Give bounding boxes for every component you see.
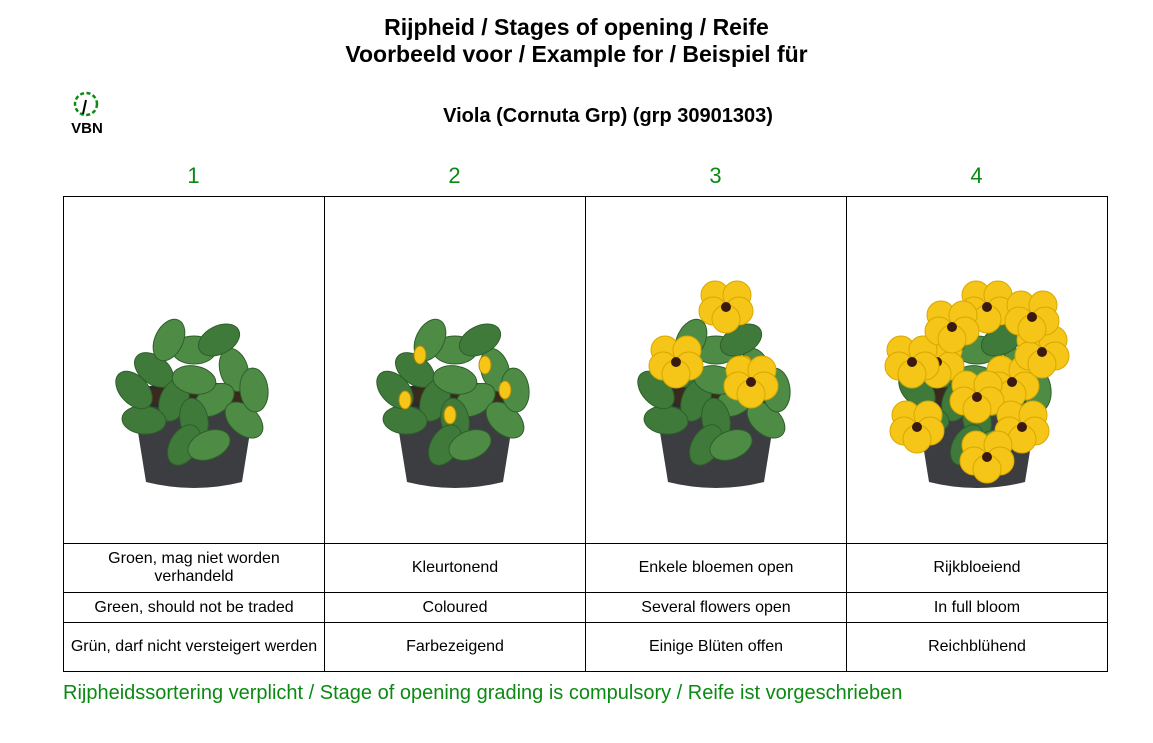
stage-image-cell <box>586 197 847 544</box>
flower-bud <box>444 406 456 424</box>
stage-1-dutch: Groen, mag niet worden verhandeld <box>64 544 325 593</box>
stage-2-plant-image <box>335 220 575 520</box>
stage-4-german: Reichblühend <box>847 623 1108 672</box>
stage-4-english: In full bloom <box>847 593 1108 623</box>
stage-3-dutch: Enkele bloemen open <box>586 544 847 593</box>
stage-1-english: Green, should not be traded <box>64 593 325 623</box>
stage-3-plant-image <box>596 220 836 520</box>
stage-number-1: 1 <box>187 163 200 188</box>
stage-4-plant-image <box>857 220 1097 520</box>
stage-number-4: 4 <box>970 163 983 188</box>
stages-table <box>63 196 1108 672</box>
vbn-logo-text: VBN <box>71 120 103 137</box>
page-title-line-2: Voorbeeld voor / Example for / Beispiel für <box>345 41 808 67</box>
stage-1-german: Grün, darf nicht versteigert werden <box>64 623 325 672</box>
stage-number-3: 3 <box>709 163 722 188</box>
stage-image-cell <box>325 197 586 544</box>
stage-2-english: Coloured <box>325 593 586 623</box>
product-name: Viola (Cornuta Grp) (grp 30901303) <box>443 105 773 127</box>
stage-2-german: Farbezeigend <box>325 623 586 672</box>
stage-3-german: Einige Blüten offen <box>586 623 847 672</box>
page-title-line-1: Rijpheid / Stages of opening / Reife <box>384 14 769 40</box>
flower-bud <box>499 381 511 399</box>
stage-3-english: Several flowers open <box>586 593 847 623</box>
stage-2-dutch: Kleurtonend <box>325 544 586 593</box>
flower-bud <box>479 356 491 374</box>
grading-note: Rijpheidssortering verplicht / Stage of opening grading is compulsory / Reife ist vorgeschrieben <box>63 682 903 704</box>
stage-image-cell <box>847 197 1108 544</box>
flower-bud <box>399 391 411 409</box>
stage-number-2: 2 <box>448 163 461 188</box>
stage-4-dutch: Rijkbloeiend <box>847 544 1108 593</box>
flower-bud <box>414 346 426 364</box>
stage-image-cell <box>64 197 325 544</box>
stage-1-plant-image <box>74 220 314 520</box>
